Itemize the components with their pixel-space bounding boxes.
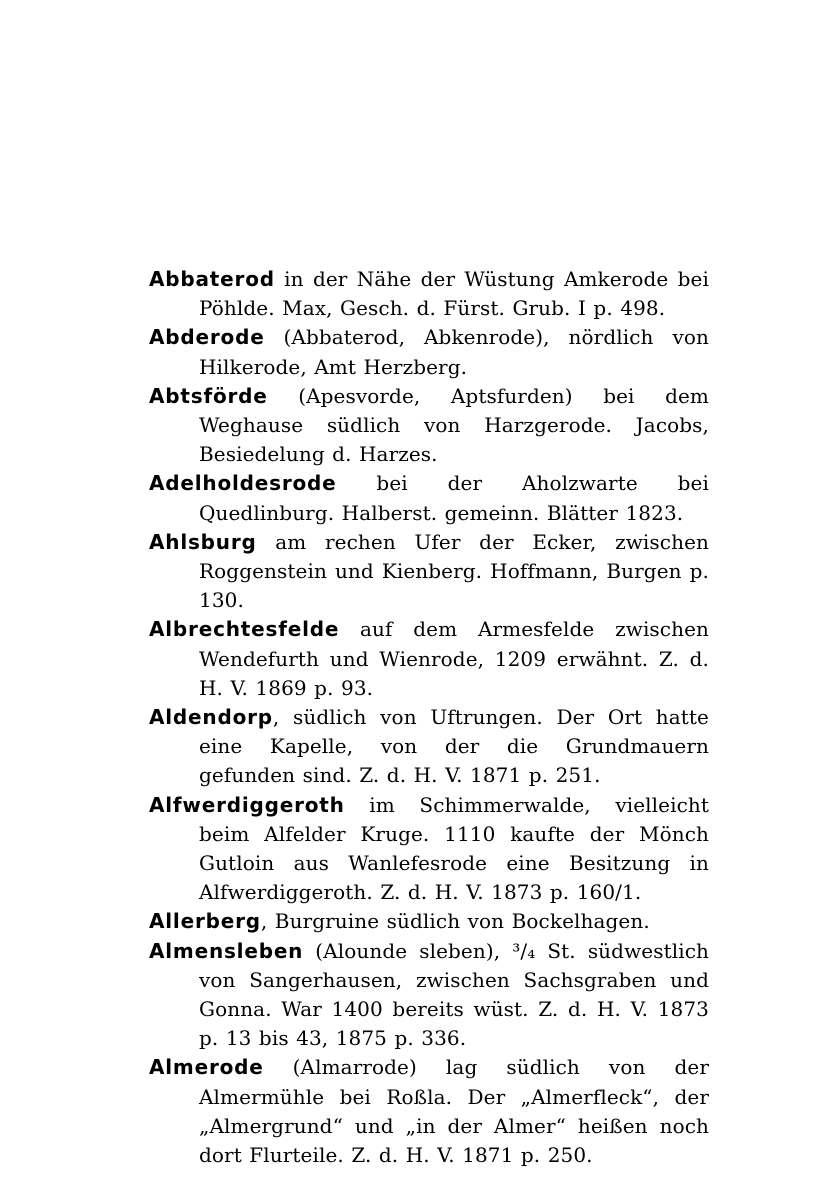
entry-text: am rechen Ufer der Ecker, zwischen Roggenstein und Kienberg. Hoffmann, Burgen p. 130. bbox=[199, 529, 709, 613]
entry-headword: Adelholdesrode bbox=[149, 471, 337, 496]
entry-text: auf dem Armesfelde zwischen Wendefurth und Wienrode, 1209 erwähnt. Z. d. H. V. 1869 p. 93. bbox=[199, 617, 709, 700]
entry-almerode bbox=[149, 1053, 709, 1170]
entry-text: in der Nähe der Wüstung Amkerode bei Pöhlde. Max, Gesch. d. Fürst. Grub. I p. 498. bbox=[199, 267, 709, 321]
entry-text: (Abbaterod, Abkenrode), nördlich von Hilkerode, Amt Herzberg. bbox=[199, 325, 709, 379]
entry-aldendorp bbox=[149, 703, 709, 791]
entry-headword: Abtsförde bbox=[149, 383, 268, 408]
entry-text: (Alounde sleben), ³/₄ St. südwestlich von Sangerhausen, zwischen Sachsgraben und Gonna. War 1400 bereits wüst. Z. d. H. V. 1873 p. 13 bis 43, 1875 p. 336. bbox=[199, 938, 709, 1051]
entry-abtsfoerde bbox=[149, 382, 709, 470]
gazetteer-entry-list bbox=[149, 265, 709, 1170]
entry-text: , Burgruine südlich von Bockelhagen. bbox=[260, 909, 650, 934]
entry-headword: Alfwerdiggeroth bbox=[149, 792, 345, 817]
entry-alfwerdiggeroth bbox=[149, 791, 709, 908]
entry-adelholdesrode bbox=[149, 469, 709, 527]
entry-headword: Almerode bbox=[149, 1055, 264, 1080]
entry-headword: Aldendorp bbox=[149, 705, 273, 730]
entry-allerberg bbox=[149, 907, 709, 936]
entry-headword: Abbaterod bbox=[149, 267, 275, 291]
entry-ahlsburg bbox=[149, 528, 709, 616]
entry-headword: Albrechtesfelde bbox=[149, 617, 340, 642]
entry-headword: Ahlsburg bbox=[149, 529, 257, 554]
entry-abderode bbox=[149, 323, 709, 381]
entry-headword: Abderode bbox=[149, 325, 265, 350]
entry-text: (Almarrode) lag südlich von der Almermühle bei Roßla. Der „Almerfleck“, der „Almergrund“ und „in der Almer“ heißen noch dort Flurteile. Z. d. H. V. 1871 p. 250. bbox=[199, 1055, 709, 1168]
entry-text: bei der Aholzwarte bei Quedlinburg. Halberst. gemeinn. Blätter 1823. bbox=[199, 471, 709, 525]
entry-abbaterod bbox=[149, 265, 709, 323]
entry-albrechtesfelde bbox=[149, 615, 709, 703]
entry-headword: Allerberg bbox=[149, 909, 261, 934]
entry-headword: Almensleben bbox=[149, 938, 304, 963]
entry-almensleben bbox=[149, 937, 709, 1054]
entry-text: im Schimmerwalde, vielleicht beim Alfelder Kruge. 1110 kaufte der Mönch Gutloin aus Wanlefesrode eine Besitzung in Alfwerdiggeroth. Z. d. H. V. 1873 p. 160/1. bbox=[199, 792, 709, 905]
entry-text: , südlich von Uftrungen. Der Ort hatte eine Kapelle, von der die Grundmauern gefunden sind. Z. d. H. V. 1871 p. 251. bbox=[199, 705, 709, 788]
entry-text: (Apesvorde, Aptsfurden) bei dem Weghause südlich von Harzgerode. Jacobs, Besiedelung d. Harzes. bbox=[199, 383, 709, 467]
